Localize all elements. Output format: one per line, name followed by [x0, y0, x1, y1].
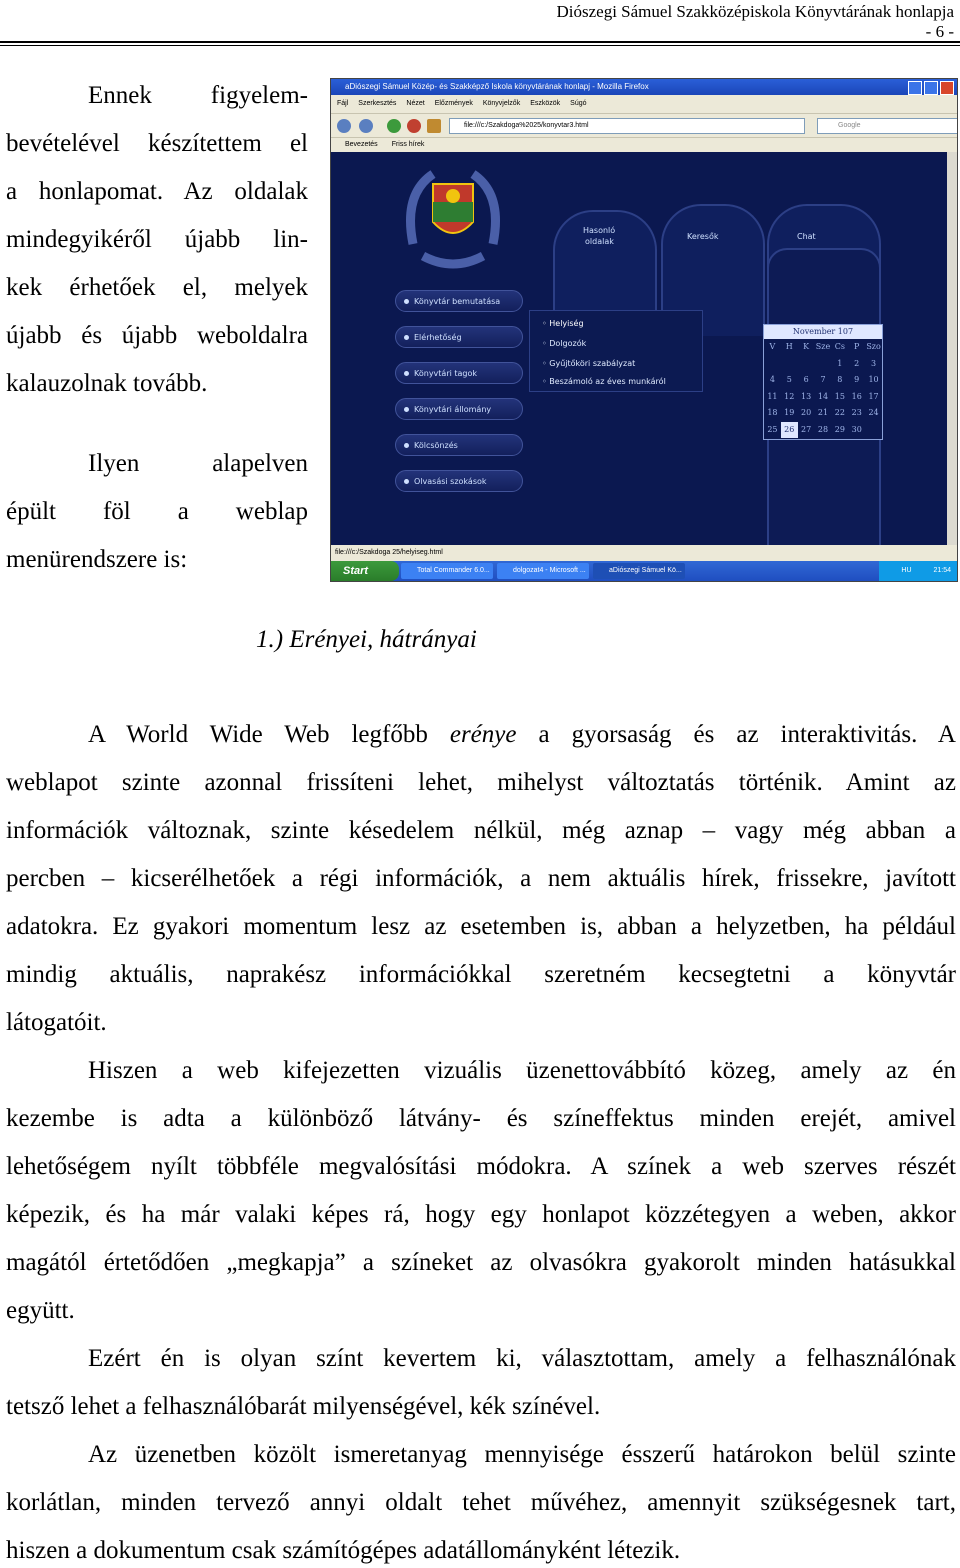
calendar-weekday: V: [769, 342, 776, 351]
calendar-day: 24: [868, 408, 879, 417]
taskbar-item: dolgozat4 - Microsoft ...: [497, 563, 589, 579]
intro-line: épült föl a weblap: [6, 498, 308, 525]
menu-edit: Szerkesztés: [358, 100, 397, 107]
taskbar-item: Total Commander 6.0...: [401, 563, 493, 579]
body-line: együtt.: [6, 1297, 75, 1324]
left-menu-item: Elérhetőség: [395, 326, 523, 348]
tab-label-chat: Chat: [797, 232, 816, 241]
intro-line: a honlapomat. Az oldalak: [6, 178, 308, 205]
calendar-day: 28: [817, 424, 829, 434]
browser-toolbar: [331, 113, 957, 138]
body-line: Ezért én is olyan színt kevertem ki, választottam, amely a felhasználónak: [88, 1345, 956, 1372]
calendar-month: November 107: [764, 325, 882, 339]
calendar-day: 7: [820, 375, 826, 384]
menu-help: Súgó: [570, 100, 587, 107]
window-controls: [908, 81, 954, 95]
intro-line: menürendszere is:: [6, 546, 188, 573]
left-menu-item: Könyvtári állomány: [395, 398, 523, 420]
calendar-weekday: H: [785, 342, 793, 351]
calendar-weekday: Cs: [834, 342, 845, 351]
calendar-day: 12: [784, 391, 795, 401]
body-line: Hiszen a web kifejezetten vizuális üzenettovábbító közeg, amely az én: [88, 1057, 956, 1084]
calendar-weekday: P: [854, 342, 860, 351]
calendar-day: 30: [851, 424, 862, 434]
calendar-day: 23: [851, 408, 862, 417]
home-icon: [427, 119, 441, 133]
left-menu-item: Olvasási szokások: [395, 470, 523, 492]
back-icon: [337, 119, 351, 133]
calendar-day: 14: [817, 391, 829, 401]
body-line: [88, 721, 956, 749]
calendar-day: 22: [834, 408, 845, 417]
scrollbar: [947, 152, 957, 545]
body-line: mindig aktuális, naprakész információkkal szeretném kecsegtetni a könyvtár: [6, 961, 956, 988]
menu-view: Nézet: [406, 100, 425, 107]
page-number: - 6 -: [925, 22, 954, 41]
body-line: magától értetődően „megkapja” a színeket az olvasókra gyakorolt minden hatásukkal: [6, 1249, 956, 1276]
body-line: lehetőségem nyílt többféle megvalósítási módokra. A színek a web szerves részét: [6, 1153, 956, 1180]
calendar-day: 15: [834, 391, 845, 401]
left-menu-item: Kölcsönzés: [395, 434, 523, 456]
system-tray: [879, 561, 957, 581]
calendar-weekday: Sze: [815, 342, 831, 351]
submenu-panel: [529, 310, 703, 392]
calendar-day: [798, 356, 815, 373]
calendar-day: 19: [784, 408, 795, 417]
school-crest-logo: [403, 164, 503, 276]
calendar-day: 5: [786, 375, 792, 384]
body-line: képezik, és ha már valaki képes rá, hogy egy honlapot közzétegyen a weben, akkor: [6, 1201, 956, 1228]
calendar-weekday: Szo: [866, 342, 881, 351]
calendar-day: 26: [781, 422, 798, 439]
calendar-day: 1: [837, 358, 843, 368]
calendar-day: 8: [837, 375, 843, 384]
header-rule-thin: [0, 45, 960, 46]
reload-icon: [387, 119, 401, 133]
bookmarks-bar: [331, 137, 957, 152]
body-line: hiszen a dokumentum csak számítógépes adatállományként létezik.: [6, 1537, 681, 1564]
calendar-day: 21: [817, 408, 829, 417]
bookmark-item: Friss hírek: [391, 141, 425, 148]
tab-label-similar: Hasonló: [583, 226, 616, 235]
calendar-grid: [764, 339, 882, 438]
calendar-day: [781, 356, 798, 373]
calendar-day: 9: [854, 375, 860, 384]
body-line: korlátlan, minden tervező annyi oldalt tehet művéhez, amennyit szükségesnek tart,: [6, 1489, 956, 1516]
forward-icon: [359, 119, 373, 133]
submenu-item: ◦ Helyiség: [542, 319, 584, 328]
running-header-title: Diószegi Sámuel Szakközépiskola Könyvtárának honlapja: [556, 2, 954, 21]
bookmark-item: Bevezetés: [345, 141, 378, 148]
stop-icon: [407, 119, 421, 133]
calendar-day: 20: [801, 408, 812, 417]
intro-line: kek érhetőek el, melyek: [6, 274, 308, 301]
body-line: weblapot szinte azonnal frissíteni lehet, mihelyst változtatás történik. Amint az: [6, 769, 956, 796]
browser-menubar: [331, 95, 957, 113]
language-indicator: HU: [901, 567, 912, 574]
windows-taskbar: [331, 561, 957, 581]
submenu-item: ◦ Gyűjtőköri szabályzat: [542, 359, 635, 368]
website-content: [331, 152, 947, 545]
calendar-day: 16: [851, 391, 862, 401]
body-text: a gyorsaság és az interaktivitás. A: [516, 721, 956, 748]
submenu-item: ◦ Beszámoló az éves munkáról: [542, 377, 666, 386]
calendar-day: 4: [769, 375, 775, 384]
intro-line: kalauzolnak tovább.: [6, 370, 208, 397]
menu-history: Előzmények: [434, 100, 473, 107]
calendar-day: 2: [854, 358, 860, 368]
calendar-weekday: K: [803, 342, 810, 351]
body-line: tetsző lehet a felhasználóbarát milyenségével, kék színével.: [6, 1393, 601, 1420]
calendar-day: [815, 356, 832, 373]
window-title: aDiószegi Sámuel Közép- és Szakképző Iskola könyvtárának honlapj - Mozilla Firefox: [331, 79, 957, 95]
menu-tools: Eszközök: [530, 100, 561, 107]
body-line: információk változnak, szinte késedelem nélkül, még aznap – vagy még abban a: [6, 817, 956, 844]
calendar-day: 17: [868, 391, 879, 401]
calendar-day: 29: [834, 424, 845, 434]
left-menu-item: Könyvtár bemutatása: [395, 290, 523, 312]
menu-file: Fájl: [337, 100, 349, 107]
calendar-day: 25: [767, 424, 778, 434]
left-menu-item: Könyvtári tagok: [395, 362, 523, 384]
website-screenshot-figure: [330, 78, 958, 582]
calendar-day: 6: [803, 375, 809, 384]
body-text: A World Wide Web legfőbb: [88, 721, 450, 748]
calendar-day: 13: [801, 391, 812, 401]
calendar-day: [764, 356, 781, 373]
body-line: Az üzenetben közölt ismeretanyag mennyisége ésszerű határokon belül szinte: [88, 1441, 956, 1468]
tab-label-search: Keresők: [687, 232, 719, 241]
section-heading: 1.) Erényei, hátrányai: [256, 626, 477, 653]
status-bar: file:///c:/Szakdoga 25/helyiseg.html: [331, 545, 957, 561]
taskbar-item: aDiószegi Sámuel Kö...: [593, 563, 685, 579]
tab-label-similar-2: oldalak: [585, 237, 614, 246]
menu-bookmarks: Könyvjelzők: [482, 100, 521, 107]
body-line: adatokra. Ez gyakori momentum lesz az esetemben is, abban a helyzetben, ha például: [6, 913, 956, 940]
intro-line: bevételével készítettem el: [6, 130, 308, 157]
header-rule: [0, 41, 960, 43]
clock: 21:54: [933, 567, 951, 574]
body-line: kezembe is adta a különböző látvány- és színeffektus minden erejét, amivel: [6, 1105, 956, 1132]
calendar-day: 11: [767, 391, 778, 401]
body-line: látogatóit.: [6, 1009, 107, 1036]
intro-line: Ennek figyelem-: [88, 82, 308, 109]
submenu-item: ◦ Dolgozók: [542, 339, 586, 348]
intro-line: mindegyikéről újabb lin-: [6, 226, 308, 253]
start-button: Start: [331, 561, 399, 581]
intro-line: újabb és újabb weboldalra: [6, 322, 308, 349]
calendar-day: 18: [767, 408, 778, 417]
calendar-day: 27: [801, 424, 812, 434]
calendar-day: [865, 422, 882, 439]
emphasis-text: erénye: [449, 721, 517, 748]
calendar-day: 10: [868, 375, 879, 384]
calendar-widget: [763, 324, 883, 440]
intro-line: Ilyen alapelven: [88, 450, 308, 477]
body-line: percben – kicserélhetőek a régi információk, a nem aktuális hírek, frissekre, javított: [6, 865, 956, 892]
address-bar: file:///c:/Szakdoga%2025/konyvtar3.html: [449, 118, 805, 134]
calendar-day: 3: [871, 358, 877, 368]
search-box: Google: [817, 118, 958, 134]
